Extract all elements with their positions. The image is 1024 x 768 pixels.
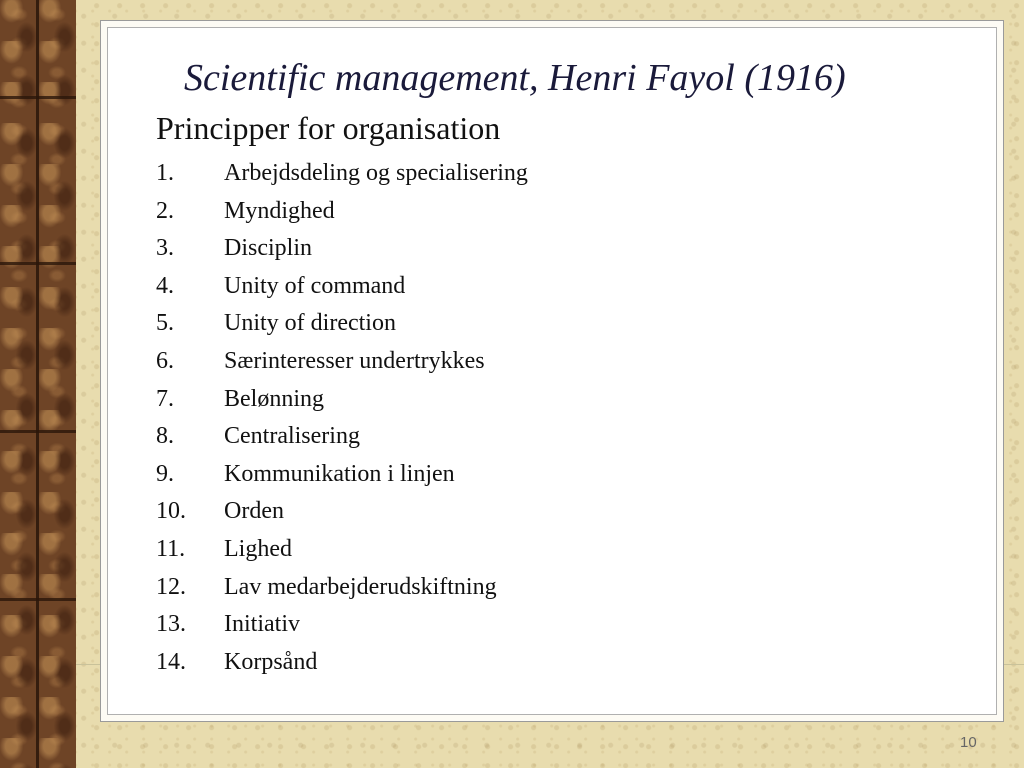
list-item-text: Disciplin [224, 235, 312, 262]
list-item-text: Belønning [224, 385, 324, 412]
list-item [156, 611, 528, 649]
list-item-number: 2. [156, 197, 174, 224]
list-item [156, 423, 528, 461]
list-item-text: Kommunikation i linjen [224, 460, 455, 487]
page-number: 10 [960, 734, 977, 751]
band-line [0, 96, 76, 99]
list-item-number: 1. [156, 160, 174, 186]
list-item [156, 574, 528, 612]
list-item-number: 7. [156, 385, 174, 412]
list-item-number: 8. [156, 423, 174, 450]
list-item-text: Lav medarbejderudskiftning [224, 573, 497, 600]
band-line [0, 430, 76, 433]
list-item-text: Arbejdsdeling og specialisering [224, 160, 528, 186]
list-item-number: 3. [156, 235, 174, 262]
list-item-text: Unity of command [224, 272, 406, 299]
list-item [156, 348, 528, 386]
list-item-text: Initiativ [224, 611, 300, 638]
list-item-number: 11. [156, 535, 186, 562]
list-item-number: 9. [156, 460, 174, 487]
list-item-text: Lighed [224, 535, 292, 562]
list-item [156, 235, 528, 273]
list-item-text: Særinteresser undertrykkes [224, 347, 485, 374]
list-item [156, 198, 528, 236]
list-item [156, 273, 528, 311]
list-item-text: Myndighed [224, 197, 335, 224]
list-item [156, 649, 528, 687]
list-item-text: Unity of direction [224, 310, 396, 337]
list-item [156, 386, 528, 424]
slide-content-area [107, 27, 997, 715]
list-item [156, 536, 528, 574]
list-item-number: 5. [156, 310, 174, 337]
list-item-number: 4. [156, 272, 174, 299]
list-item [156, 310, 528, 348]
list-item-text: Orden [224, 498, 284, 525]
list-item [156, 160, 528, 198]
principles-list [156, 160, 528, 686]
list-item [156, 461, 528, 499]
list-item-number: 13. [156, 611, 186, 638]
list-item-number: 10. [156, 498, 186, 525]
band-divider [36, 0, 39, 768]
band-line [0, 262, 76, 265]
list-item-text: Centralisering [224, 423, 360, 450]
list-item-number: 14. [156, 648, 186, 675]
list-item-text: Korpsånd [224, 648, 318, 675]
slide-subtitle: Principper for organisation [156, 110, 501, 146]
list-item-number: 6. [156, 347, 174, 374]
list-item-number: 12. [156, 573, 186, 600]
slide-title: Scientific management, Henri Fayol (1916) [184, 57, 846, 99]
decorative-left-band [0, 0, 76, 768]
list-item [156, 498, 528, 536]
band-line [0, 598, 76, 601]
slide-content-frame [100, 20, 1004, 722]
